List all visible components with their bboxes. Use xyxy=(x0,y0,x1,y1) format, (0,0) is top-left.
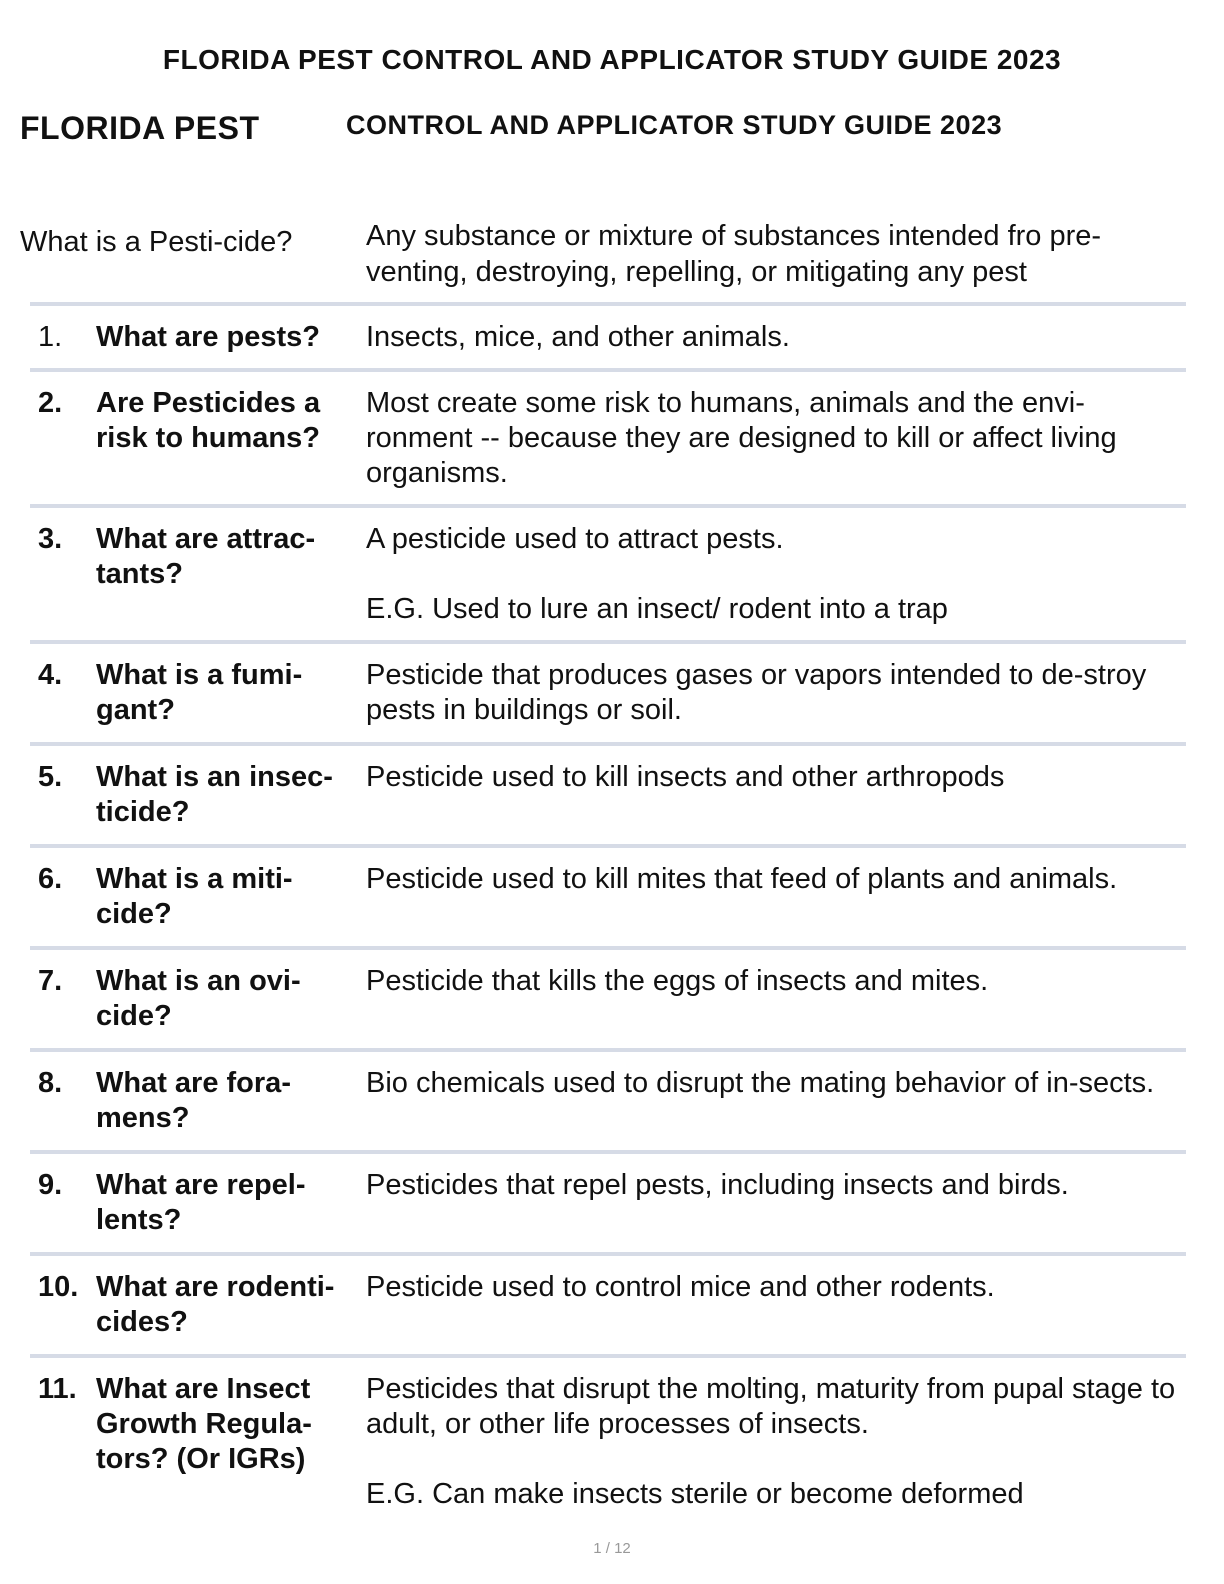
qa-number: 5. xyxy=(38,761,63,793)
qa-row xyxy=(30,368,1186,504)
qa-number: 6. xyxy=(38,863,63,895)
qa-question: What are Insect Growth Regula-tors? (Or IGRs) xyxy=(96,1373,312,1475)
qa-answer xyxy=(366,522,1186,627)
qa-question: What is a fumi-gant? xyxy=(96,659,303,726)
intro-question: What is a Pesti-cide? xyxy=(20,226,293,258)
qa-answer-text: Most create some risk to humans, animals and the envi-ronment -- because they are designed to kill or affect living organisms. xyxy=(366,387,1117,489)
qa-row xyxy=(30,1252,1186,1354)
intro-answer: Any substance or mixture of substances intended fro pre-venting, destroying, repelling, or mitigating any pest xyxy=(366,220,1102,288)
qa-question: What is a miti-cide? xyxy=(96,863,293,930)
qa-answer xyxy=(366,760,1186,795)
qa-number: 3. xyxy=(38,523,63,555)
qa-answer xyxy=(366,320,1186,355)
qa-answer-text: Bio chemicals used to disrupt the mating behavior of in-sects. xyxy=(366,1067,1155,1099)
qa-row xyxy=(30,844,1186,946)
qa-question: What are repel-lents? xyxy=(96,1169,306,1236)
qa-number: 2. xyxy=(38,387,63,419)
qa-answer xyxy=(366,1168,1186,1203)
qa-question: What are fora-mens? xyxy=(96,1067,291,1134)
qa-number: 11. xyxy=(38,1373,77,1405)
qa-number: 10. xyxy=(38,1271,79,1303)
qa-answer-text: Pesticide that kills the eggs of insects and mites. xyxy=(366,965,989,997)
running-header: FLORIDA PEST CONTROL AND APPLICATOR STUDY GUIDE 2023 xyxy=(162,44,1062,75)
qa-question: What are attrac-tants? xyxy=(96,523,316,590)
qa-question: What is an insec-ticide? xyxy=(96,761,333,828)
document-title xyxy=(20,110,1200,154)
qa-answer xyxy=(366,1066,1186,1101)
qa-row xyxy=(30,504,1186,640)
qa-question: Are Pesticides a risk to humans? xyxy=(96,387,321,454)
qa-answer-text: Pesticides that repel pests, including insects and birds. xyxy=(366,1169,1069,1201)
qa-question: What are pests? xyxy=(96,321,320,353)
qa-answer-text: Pesticide used to kill insects and other arthropods xyxy=(366,761,1005,793)
qa-answer-text: A pesticide used to attract pests. xyxy=(366,523,784,555)
qa-row xyxy=(30,1354,1186,1518)
qa-row xyxy=(30,640,1186,742)
qa-answer-text: Pesticide used to kill mites that feed of plants and animals. xyxy=(366,863,1118,895)
qa-answer-example: E.G. Used to lure an insect/ rodent into a trap xyxy=(366,593,948,625)
qa-answer-text: Pesticide that produces gases or vapors intended to de-stroy pests in buildings or soil. xyxy=(366,659,1147,726)
qa-question: What are rodenti-cides? xyxy=(96,1271,335,1338)
qa-number: 1. xyxy=(38,321,63,353)
page-number: 1 / 12 xyxy=(593,1540,631,1557)
qa-answer xyxy=(366,1372,1186,1512)
qa-row xyxy=(30,1150,1186,1252)
qa-answer xyxy=(366,964,1186,999)
title-left: FLORIDA PEST xyxy=(20,110,260,146)
qa-question: What is an ovi-cide? xyxy=(96,965,301,1032)
qa-row xyxy=(30,1048,1186,1150)
qa-list xyxy=(30,302,1186,1518)
qa-number: 9. xyxy=(38,1169,63,1201)
qa-row xyxy=(30,742,1186,844)
qa-number: 8. xyxy=(38,1067,63,1099)
qa-answer xyxy=(366,658,1186,728)
qa-answer xyxy=(366,862,1186,897)
title-right: CONTROL AND APPLICATOR STUDY GUIDE 2023 xyxy=(346,110,1003,140)
qa-answer-text: Pesticides that disrupt the molting, maturity from pupal stage to adult, or other life processes of insects. xyxy=(366,1373,1176,1440)
qa-number: 4. xyxy=(38,659,63,691)
qa-answer-text: Pesticide used to control mice and other rodents. xyxy=(366,1271,995,1303)
qa-row xyxy=(30,302,1186,368)
qa-answer xyxy=(366,1270,1186,1305)
qa-answer-example: E.G. Can make insects sterile or become deformed xyxy=(366,1478,1024,1510)
qa-row xyxy=(30,946,1186,1048)
qa-answer-text: Insects, mice, and other animals. xyxy=(366,321,790,353)
qa-number: 7. xyxy=(38,965,63,997)
qa-answer xyxy=(366,386,1186,491)
